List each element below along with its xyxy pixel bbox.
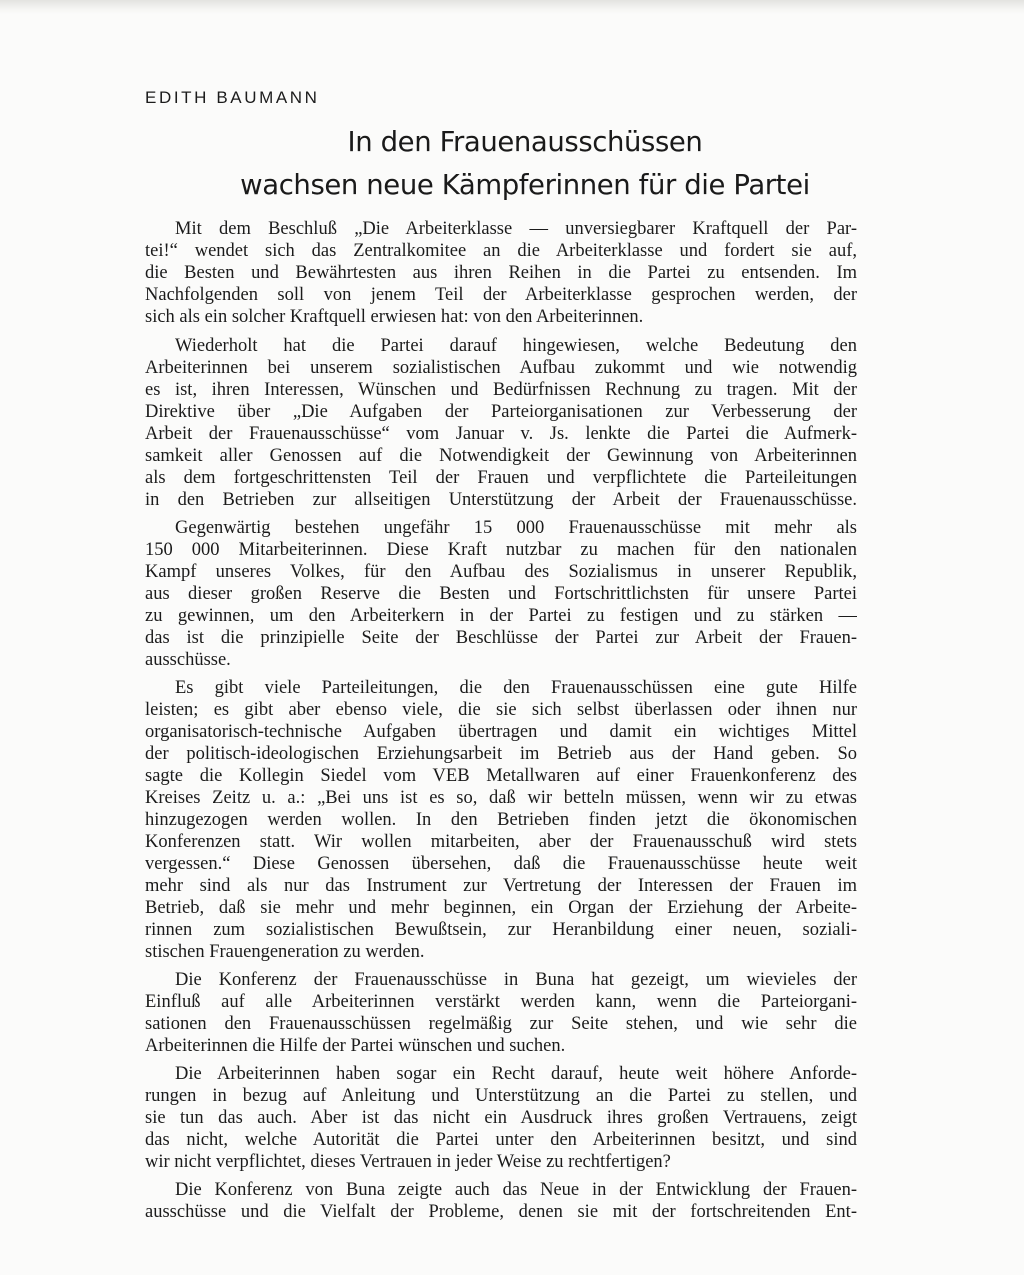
- text-line: die Besten und Bewährtesten aus ihren Reihen in die Partei zu entsenden. Im: [145, 263, 857, 283]
- text-line: samkeit aller Genossen auf die Notwendigkeit der Gewinnung von Arbeiterinnen: [145, 446, 857, 466]
- text-line: Wiederholt hat die Partei darauf hingewiesen, welche Bedeutung den: [175, 336, 857, 356]
- text-line: aus dieser großen Reserve die Besten und Fortschrittlichsten für unsere Partei: [145, 584, 857, 604]
- text-line: es ist, ihren Interessen, Wünschen und Bedürfnissen Rechnung zu tragen. Mit der: [145, 380, 857, 400]
- text-line: sie tun das auch. Aber ist das nicht ein Ausdruck ihres großen Vertrauens, zeigt: [145, 1108, 857, 1128]
- text-line: tei!“ wendet sich das Zentralkomitee an die Arbeiterklasse und fordert sie auf,: [145, 241, 857, 261]
- text-line: das ist die prinzipielle Seite der Beschlüsse der Partei zur Arbeit der Frauen-: [145, 628, 857, 648]
- text-line: Es gibt viele Parteileitungen, die den Frauenausschüssen eine gute Hilfe: [175, 678, 857, 698]
- text-line: Kreises Zeitz u. a.: „Bei uns ist es so, daß wir betteln müssen, wenn wir zu etwas: [145, 788, 857, 808]
- text-line: Arbeiterinnen bei unserem sozialistischen Aufbau zukommt und wie notwendig: [145, 358, 857, 378]
- text-line: Konferenzen statt. Wir wollen mitarbeiten, aber der Frauenausschuß wird stets: [145, 832, 857, 852]
- page-edge-shadow: [0, 0, 1024, 14]
- text-line: rungen in bezug auf Anleitung und Unterstützung an die Partei zu stellen, und: [145, 1086, 857, 1106]
- text-line: der politisch-ideologischen Erziehungsarbeit im Betrieb aus der Hand geben. So: [145, 744, 857, 764]
- text-line: Gegenwärtig bestehen ungefähr 15 000 Frauenausschüsse mit mehr als: [175, 518, 857, 538]
- article-author: EDITH BAUMANN: [145, 88, 320, 107]
- text-line: sationen den Frauenausschüssen regelmäßig zur Seite stehen, und wie sehr die: [145, 1014, 857, 1034]
- article-title-line-2: wachsen neue Kämpferinnen für die Partei: [240, 169, 810, 201]
- text-line: Direktive über „Die Aufgaben der Parteiorganisationen zur Verbesserung der: [145, 402, 857, 422]
- article-title-line-1: In den Frauenausschüssen: [347, 126, 703, 158]
- text-line: Die Konferenz der Frauenausschüsse in Buna hat gezeigt, um wievieles der: [175, 970, 857, 990]
- text-line: Die Arbeiterinnen haben sogar ein Recht darauf, heute weit höhere Anforde-: [175, 1064, 857, 1084]
- text-line: Einfluß auf alle Arbeiterinnen verstärkt werden kann, wenn die Parteiorgani-: [145, 992, 857, 1012]
- text-line: 150 000 Mitarbeiterinnen. Diese Kraft nutzbar zu machen für den nationalen: [145, 540, 857, 560]
- text-line: rinnen zum sozialistischen Bewußtsein, zur Heranbildung einer neuen, soziali-: [145, 920, 857, 940]
- text-line: sich als ein solcher Kraftquell erwiesen hat: von den Arbeiterinnen.: [145, 307, 644, 327]
- text-line: zu gewinnen, um den Arbeiterkern in der Partei zu festigen und zu stärken —: [145, 606, 857, 626]
- text-line: stischen Frauengeneration zu werden.: [145, 942, 425, 962]
- text-line: ausschüsse.: [145, 650, 231, 670]
- text-line: Die Konferenz von Buna zeigte auch das Neue in der Entwicklung der Frauen-: [175, 1180, 857, 1200]
- text-line: leisten; es gibt aber ebenso viele, die sie sich selbst überlassen oder ihnen nur: [145, 700, 857, 720]
- text-line: mehr sind als nur das Instrument zur Vertretung der Interessen der Frauen im: [145, 876, 857, 896]
- text-line: das nicht, welche Autorität die Partei unter den Arbeiterinnen besitzt, und sind: [145, 1130, 857, 1150]
- text-line: Betrieb, daß sie mehr und mehr beginnen, ein Organ der Erziehung der Arbeite-: [145, 898, 857, 918]
- text-line: als dem fortgeschrittensten Teil der Frauen und verpflichtete die Parteileitungen: [145, 468, 857, 488]
- text-line: hinzugezogen werden wollen. In den Betrieben finden jetzt die ökonomischen: [145, 810, 857, 830]
- text-line: in den Betrieben zur allseitigen Unterstützung der Arbeit der Frauenausschüsse.: [145, 490, 857, 510]
- text-line: sagte die Kollegin Siedel vom VEB Metallwaren auf einer Frauenkonferenz des: [145, 766, 857, 786]
- text-line: Kampf unseres Volkes, für den Aufbau des Sozialismus in unserer Republik,: [145, 562, 857, 582]
- text-line: Nachfolgenden soll von jenem Teil der Arbeiterklasse gesprochen werden, der: [145, 285, 857, 305]
- text-line: organisatorisch-technische Aufgaben übertragen und damit ein wichtiges Mittel: [145, 722, 857, 742]
- text-line: wir nicht verpflichtet, dieses Vertrauen in jeder Weise zu rechtfertigen?: [145, 1152, 671, 1172]
- text-line: Arbeit der Frauenausschüsse“ vom Januar v. Js. lenkte die Partei die Aufmerk-: [145, 424, 857, 444]
- text-line: Mit dem Beschluß „Die Arbeiterklasse — unversiegbarer Kraftquell der Par-: [175, 219, 857, 239]
- text-line: vergessen.“ Diese Genossen übersehen, daß die Frauenausschüsse heute weit: [145, 854, 857, 874]
- text-line: ausschüsse und die Vielfalt der Probleme, denen sie mit der fortschreitenden Ent-: [145, 1202, 857, 1222]
- text-line: Arbeiterinnen die Hilfe der Partei wünschen und suchen.: [145, 1036, 566, 1056]
